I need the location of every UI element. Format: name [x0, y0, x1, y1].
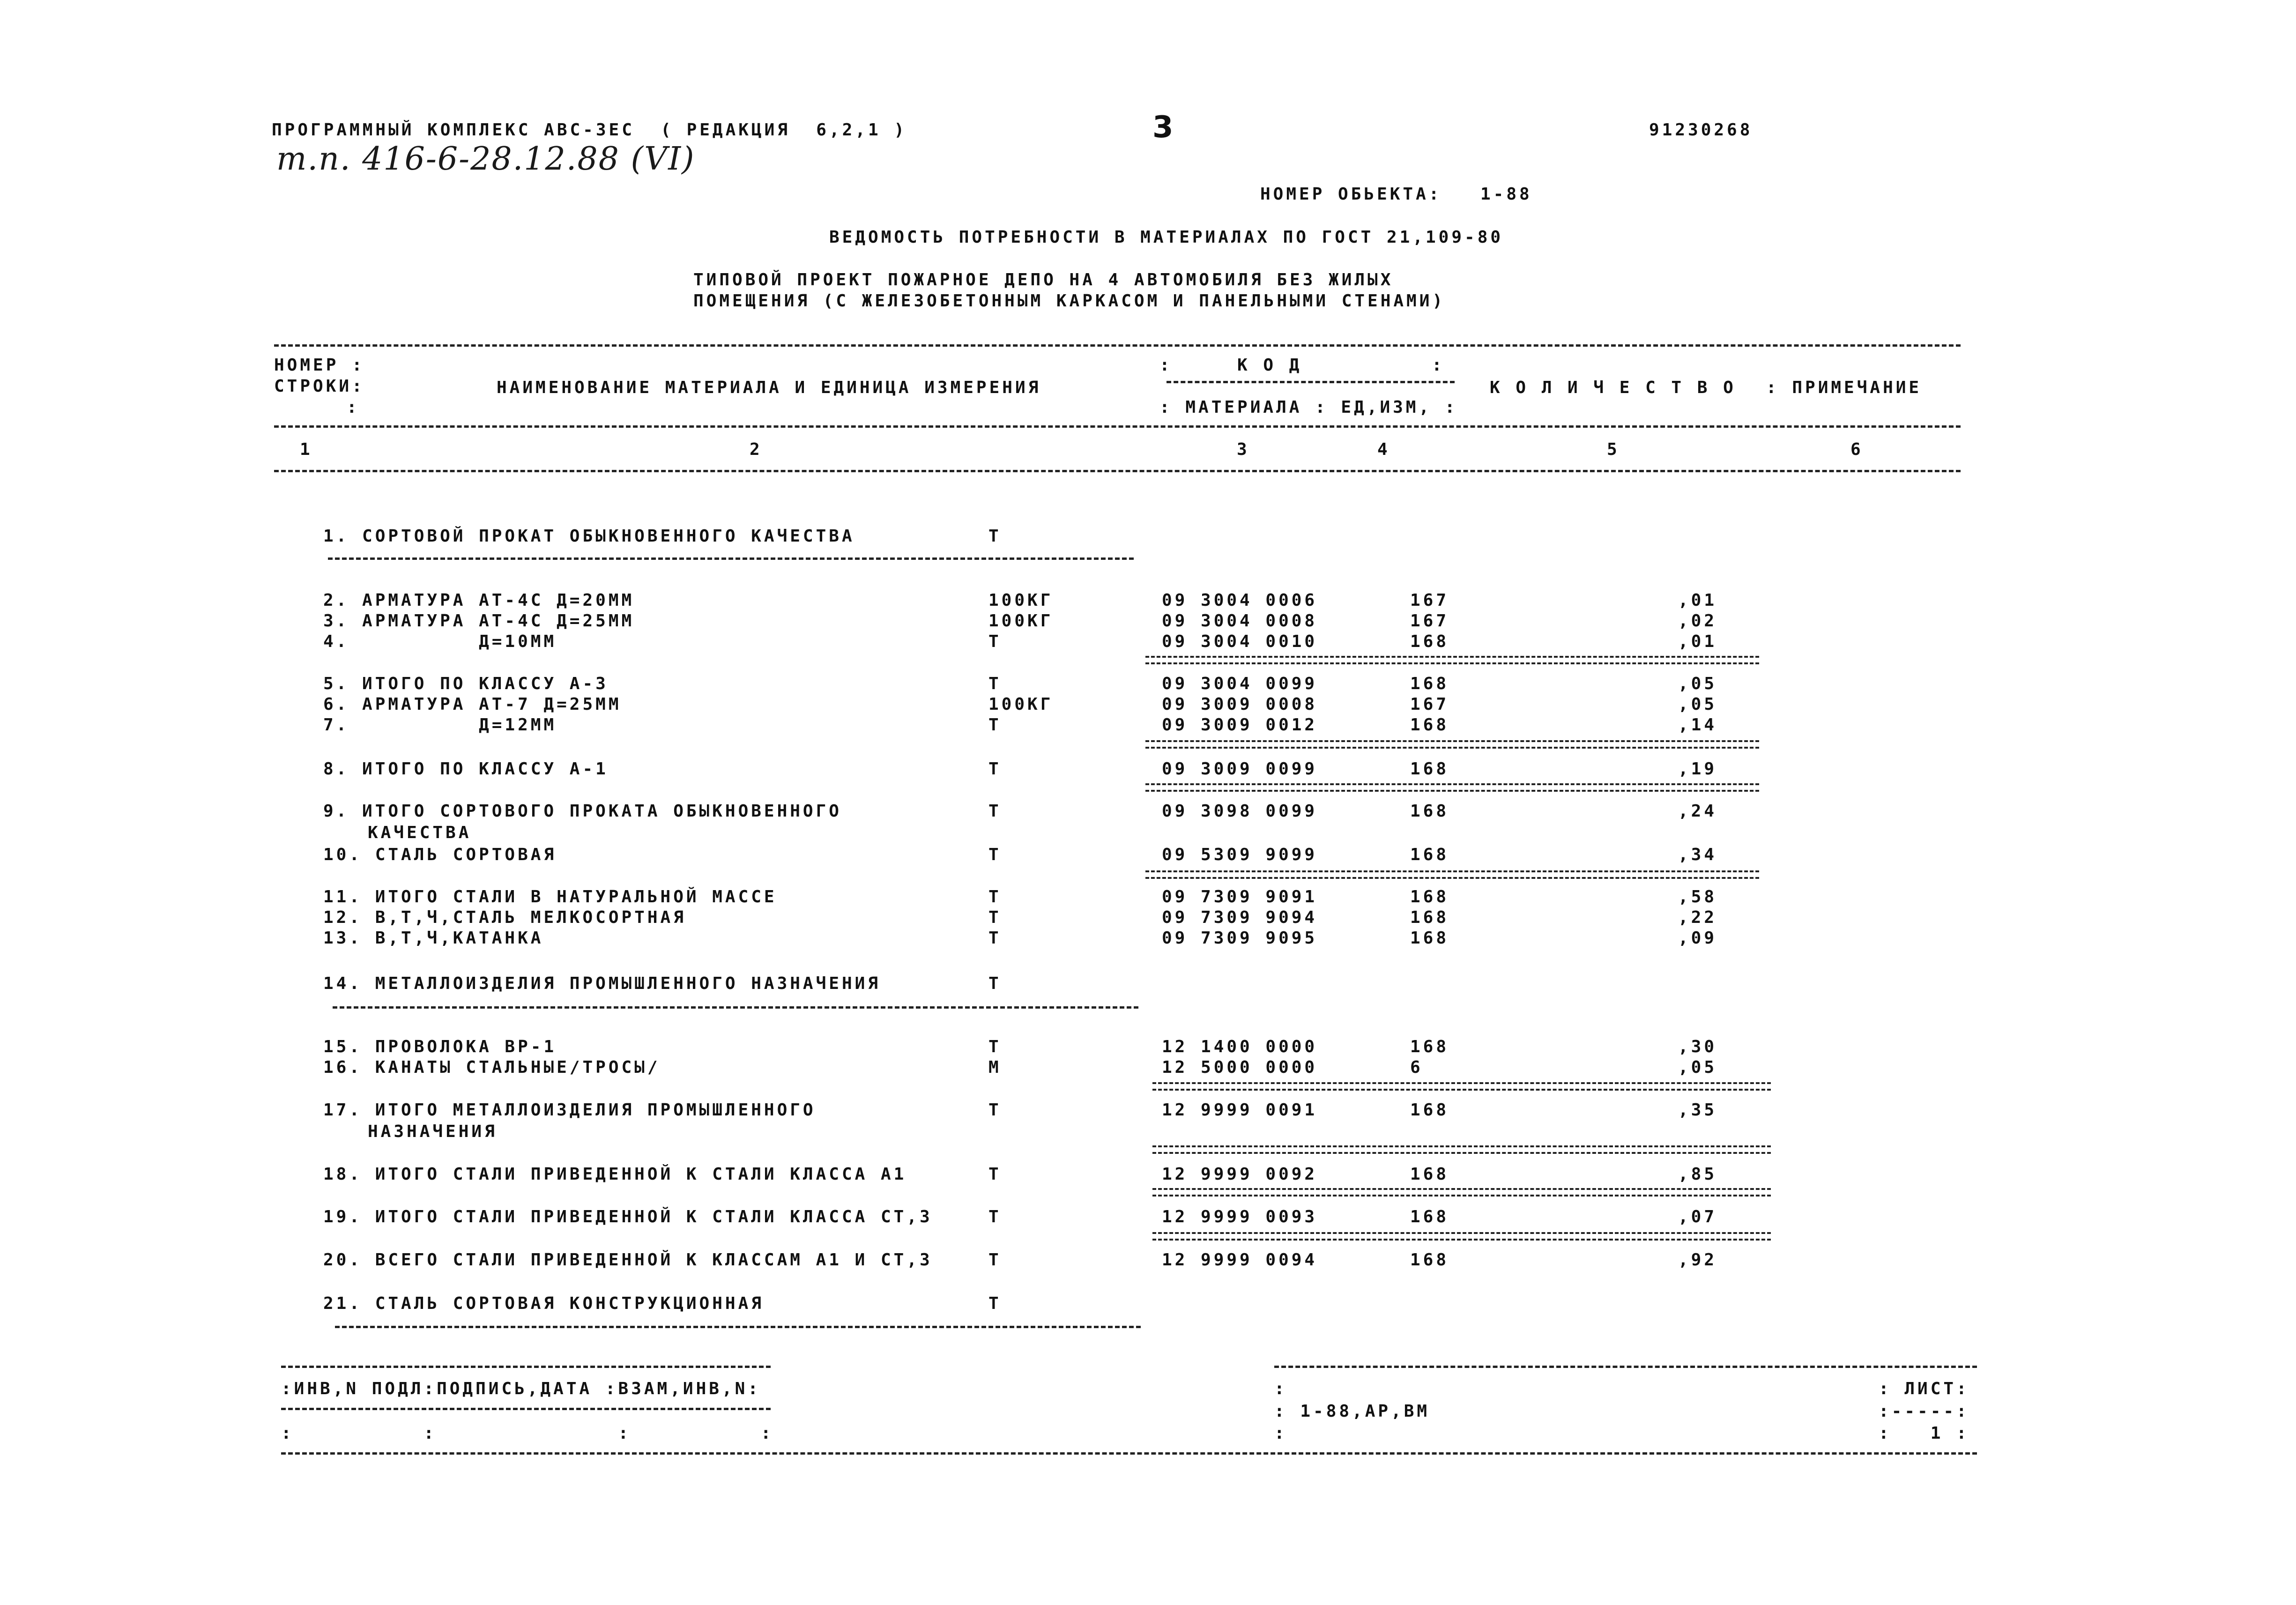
unit-code: 168: [1410, 674, 1449, 693]
unit: Т: [988, 1250, 1002, 1270]
page-number: 3: [1152, 110, 1174, 145]
section-rule: [328, 557, 1134, 560]
material-name: 14. МЕТАЛЛОИЗДЕЛИЯ ПРОМЫШЛЕННОГО НАЗНАЧЕНИЯ: [323, 974, 881, 993]
material-code: 09 3098 0099: [1162, 802, 1318, 821]
material-name: 19. ИТОГО СТАЛИ ПРИВЕДЕННОЙ К СТАЛИ КЛАССА СТ,3: [323, 1207, 933, 1226]
unit: Т: [988, 527, 1002, 546]
material-code: 09 3004 0006: [1162, 591, 1318, 610]
quantity: ,34: [1678, 845, 1717, 864]
unit: Т: [988, 802, 1002, 821]
unit-code: 168: [1410, 1165, 1449, 1184]
quantity: ,05: [1678, 1058, 1717, 1077]
row-number-header-1: НОМЕР :: [274, 356, 365, 375]
header-mid-rule: [274, 425, 1961, 428]
table-row: [0, 527, 2296, 548]
material-code: 12 9999 0094: [1162, 1250, 1318, 1270]
handwritten-reference: т.п. 416-6-28.12.88 (VI): [276, 141, 695, 178]
material-code: 09 3009 0099: [1162, 759, 1318, 779]
table-row: [0, 591, 2296, 612]
section-rule: [335, 1326, 1141, 1328]
total-double-rule: [1152, 1082, 1771, 1091]
table-row: [0, 929, 2296, 950]
column-number-4: 4: [1377, 440, 1390, 459]
table-row: [0, 1058, 2296, 1079]
unit-code: 168: [1410, 759, 1449, 779]
material-name: 4. Д=10ММ: [323, 632, 557, 651]
program-header: ПРОГРАММНЫЙ КОМПЛЕКС АВС-3ЕС ( РЕДАКЦИЯ 6,2,1 ): [272, 120, 907, 140]
table-row: [0, 1294, 2296, 1315]
material-name: 15. ПРОВОЛОКА ВР-1: [323, 1037, 557, 1056]
material-name: 18. ИТОГО СТАЛИ ПРИВЕДЕННОЙ К СТАЛИ КЛАССА А1: [323, 1165, 907, 1184]
total-double-rule: [1152, 1145, 1771, 1154]
unit-code: 168: [1410, 929, 1449, 948]
unit-code: 168: [1410, 802, 1449, 821]
unit-code: 168: [1410, 632, 1449, 651]
sheet-number: : 1 :: [1879, 1424, 1969, 1443]
unit: Т: [988, 974, 1002, 993]
quantity: ,19: [1678, 759, 1717, 779]
unit-code: 168: [1410, 715, 1449, 735]
column-number-1: 1: [300, 440, 313, 459]
stamp-header: :ИНВ,N ПОДЛ:ПОДПИСЬ,ДАТА :ВЗАМ,ИНВ,N:: [281, 1379, 761, 1398]
quantity: ,30: [1678, 1037, 1717, 1056]
unit: Т: [988, 1207, 1002, 1226]
object-number-label: НОМЕР ОБЬЕКТА:: [1260, 185, 1442, 204]
unit: Т: [988, 1165, 1002, 1184]
quantity: ,02: [1678, 611, 1717, 631]
column-number-5: 5: [1607, 440, 1620, 459]
code-subheader: : МАТЕРИАЛА : ЕД,ИЗМ, :: [1159, 398, 1458, 417]
material-name: 6. АРМАТУРА АТ-7 Д=25ММ: [323, 695, 622, 714]
document-title: ВЕДОМОСТЬ ПОТРЕБНОСТИ В МАТЕРИАЛАХ ПО ГОСТ 21,109-80: [829, 228, 1504, 247]
table-row: [0, 695, 2296, 716]
unit: М: [988, 1058, 1002, 1077]
table-row: [0, 802, 2296, 844]
quantity: ,24: [1678, 802, 1717, 821]
table-row: [0, 1208, 2296, 1228]
table-row: [0, 1038, 2296, 1058]
unit: Т: [988, 887, 1002, 907]
unit-code: 167: [1410, 591, 1449, 610]
quantity: ,01: [1678, 632, 1717, 651]
quantity-header: К О Л И Ч Е С Т В О: [1490, 378, 1736, 397]
material-name: 7. Д=12ММ: [323, 715, 557, 735]
unit: 100КГ: [988, 591, 1054, 610]
header-bottom-rule: [274, 470, 1961, 472]
material-code: 09 7309 9091: [1162, 887, 1318, 907]
material-code: 09 7309 9094: [1162, 908, 1318, 927]
material-code: 09 7309 9095: [1162, 929, 1318, 948]
table-row: [0, 612, 2296, 632]
table-row: [0, 1251, 2296, 1271]
stamp-mid-rule: [281, 1408, 771, 1410]
unit-code: 168: [1410, 887, 1449, 907]
unit-code: 168: [1410, 1037, 1449, 1056]
material-name: 8. ИТОГО ПО КЛАССУ А-1: [323, 759, 609, 779]
material-code: 12 9999 0093: [1162, 1207, 1318, 1226]
column-number-3: 3: [1237, 440, 1250, 459]
row-number-header-3: :: [347, 398, 360, 417]
material-name: 16. КАНАТЫ СТАЛЬНЫЕ/ТРОСЫ/: [323, 1058, 661, 1077]
unit: 100КГ: [988, 695, 1054, 714]
unit: Т: [988, 845, 1002, 864]
total-double-rule: [1152, 1188, 1771, 1196]
material-name-continued: НАЗНАЧЕНИЯ: [368, 1122, 498, 1141]
table-row: [0, 716, 2296, 736]
quantity: ,07: [1678, 1207, 1717, 1226]
sheet-label: : ЛИСТ:: [1879, 1379, 1969, 1398]
document-mark: : 1-88,АР,ВМ: [1274, 1402, 1430, 1421]
material-code: 09 5309 9099: [1162, 845, 1318, 864]
stamp-top-rule: [281, 1366, 771, 1368]
material-code: 09 3009 0008: [1162, 695, 1318, 714]
table-row: [0, 908, 2296, 929]
title-block-left-colon: :: [1274, 1379, 1287, 1398]
material-code: 12 5000 0000: [1162, 1058, 1318, 1077]
total-double-rule: [1152, 1232, 1771, 1241]
column-number-6: 6: [1850, 440, 1864, 459]
column-number-2: 2: [750, 440, 763, 459]
unit-code: 167: [1410, 611, 1449, 631]
material-name: 1. СОРТОВОЙ ПРОКАТ ОБЫКНОВЕННОГО КАЧЕСТВА: [323, 527, 855, 546]
unit: Т: [988, 1037, 1002, 1056]
material-name-header: НАИМЕНОВАНИЕ МАТЕРИАЛА И ЕДИНИЦА ИЗМЕРЕНИЯ: [497, 378, 1041, 397]
table-row: [0, 1101, 2296, 1143]
footer-bottom-rule: [281, 1452, 1977, 1455]
unit: Т: [988, 1294, 1002, 1313]
material-name: 3. АРМАТУРА АТ-4С Д=25ММ: [323, 611, 635, 631]
material-code: 09 3004 0010: [1162, 632, 1318, 651]
project-title-line1: ТИПОВОЙ ПРОЕКТ ПОЖАРНОЕ ДЕПО НА 4 АВТОМОБИЛЯ БЕЗ ЖИЛЫХ: [693, 270, 1394, 290]
unit-code: 168: [1410, 908, 1449, 927]
material-code: 09 3004 0099: [1162, 674, 1318, 693]
table-row: [0, 1165, 2296, 1186]
quantity: ,09: [1678, 929, 1717, 948]
table-row: [0, 632, 2296, 653]
unit-code: 168: [1410, 845, 1449, 864]
material-name: 21. СТАЛЬ СОРТОВАЯ КОНСТРУКЦИОННАЯ: [323, 1294, 764, 1313]
material-code: 09 3009 0012: [1162, 715, 1318, 735]
quantity: ,22: [1678, 908, 1717, 927]
row-number-header-2: СТРОКИ:: [274, 377, 365, 396]
table-row: [0, 888, 2296, 908]
quantity: ,05: [1678, 695, 1717, 714]
quantity: ,58: [1678, 887, 1717, 907]
material-name: 12. В,Т,Ч,СТАЛЬ МЕЛКОСОРТНАЯ: [323, 908, 686, 927]
unit-code: 168: [1410, 1250, 1449, 1270]
quantity: ,01: [1678, 591, 1717, 610]
unit-code: 167: [1410, 695, 1449, 714]
quantity: ,35: [1678, 1100, 1717, 1120]
header-top-rule: [274, 344, 1961, 347]
material-name: 17. ИТОГО МЕТАЛЛОИЗДЕЛИЯ ПРОМЫШЛЕННОГО: [323, 1100, 816, 1120]
total-double-rule: [1145, 656, 1759, 664]
sheet-separator: :-----:: [1879, 1402, 1969, 1421]
total-double-rule: [1145, 783, 1759, 792]
section-rule: [333, 1006, 1138, 1009]
material-code: 12 9999 0092: [1162, 1165, 1318, 1184]
object-number-value: 1-88: [1480, 185, 1532, 204]
unit: Т: [988, 674, 1002, 693]
total-double-rule: [1145, 870, 1759, 879]
material-code: 12 9999 0091: [1162, 1100, 1318, 1120]
code-header-rule: [1167, 381, 1455, 383]
unit: Т: [988, 715, 1002, 735]
material-name: 5. ИТОГО ПО КЛАССУ А-3: [323, 674, 609, 693]
stamp-cells: : : : :: [281, 1424, 774, 1443]
document-code: 91230268: [1649, 120, 1753, 140]
quantity: ,92: [1678, 1250, 1717, 1270]
unit: Т: [988, 908, 1002, 927]
project-title-line2: ПОМЕЩЕНИЯ (С ЖЕЛЕЗОБЕТОННЫМ КАРКАСОМ И ПАНЕЛЬНЫМИ СТЕНАМИ): [693, 291, 1446, 311]
material-name-continued: КАЧЕСТВА: [368, 823, 472, 842]
table-row: [0, 760, 2296, 780]
note-header: : ПРИМЕЧАНИЕ: [1766, 378, 1922, 397]
material-code: 09 3004 0008: [1162, 611, 1318, 631]
unit: Т: [988, 759, 1002, 779]
quantity: ,05: [1678, 674, 1717, 693]
unit-code: 168: [1410, 1207, 1449, 1226]
material-name: 9. ИТОГО СОРТОВОГО ПРОКАТА ОБЫКНОВЕННОГО: [323, 802, 842, 821]
unit-code: 6: [1410, 1058, 1423, 1077]
unit-code: 168: [1410, 1100, 1449, 1120]
quantity: ,85: [1678, 1165, 1717, 1184]
unit: Т: [988, 929, 1002, 948]
table-row: [0, 974, 2296, 995]
total-double-rule: [1145, 740, 1759, 749]
title-block-top-rule: [1274, 1366, 1977, 1368]
material-name: 20. ВСЕГО СТАЛИ ПРИВЕДЕННОЙ К КЛАССАМ А1 И СТ,3: [323, 1250, 933, 1270]
unit: 100КГ: [988, 611, 1054, 631]
material-name: 2. АРМАТУРА АТ-4С Д=20ММ: [323, 591, 635, 610]
material-code: 12 1400 0000: [1162, 1037, 1318, 1056]
code-header: : К О Д :: [1159, 356, 1445, 375]
title-block-left-colon-bottom: :: [1274, 1424, 1287, 1443]
table-row: [0, 846, 2296, 866]
table-row: [0, 675, 2296, 695]
material-name: 13. В,Т,Ч,КАТАНКА: [323, 929, 544, 948]
quantity: ,14: [1678, 715, 1717, 735]
unit: Т: [988, 632, 1002, 651]
material-name: 10. СТАЛЬ СОРТОВАЯ: [323, 845, 557, 864]
unit: Т: [988, 1100, 1002, 1120]
material-name: 11. ИТОГО СТАЛИ В НАТУРАЛЬНОЙ МАССЕ: [323, 887, 777, 907]
